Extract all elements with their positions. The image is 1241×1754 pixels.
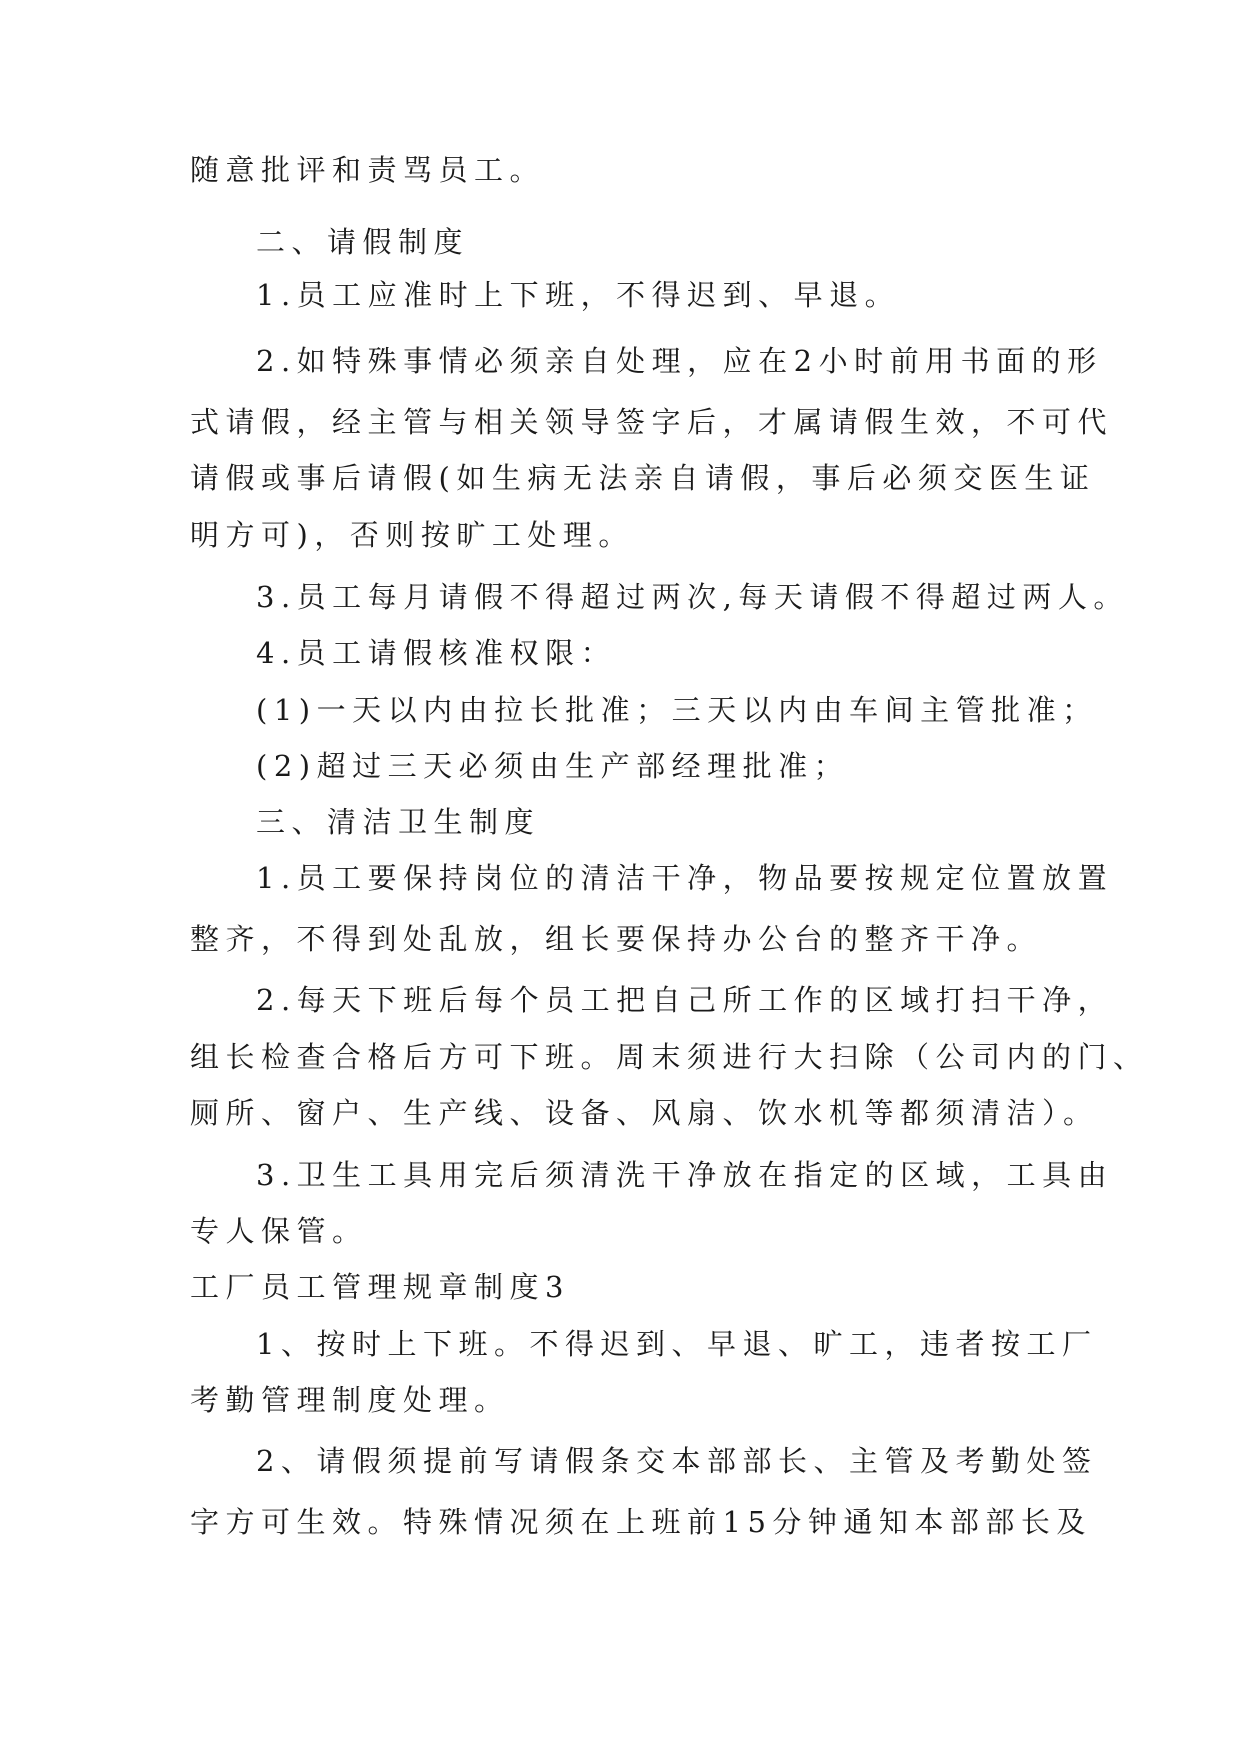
text-line: 整齐，不得到处乱放，组长要保持办公台的整齐干净。 <box>190 922 1043 956</box>
text-line: 随意批评和责骂员工。 <box>190 153 546 187</box>
text-line: 2.如特殊事情必须亲自处理，应在2小时前用书面的形 <box>256 344 1103 378</box>
text-line: 请假或事后请假(如生病无法亲自请假，事后必须交医生证 <box>190 461 1096 495</box>
text-line: 1、按时上下班。不得迟到、早退、旷工，违者按工厂 <box>256 1327 1098 1361</box>
text-line: (2)超过三天必须由生产部经理批准； <box>256 749 850 783</box>
text-line: 式请假，经主管与相关领导签字后，才属请假生效，不可代 <box>190 405 1114 439</box>
text-line: 1.员工应准时上下班，不得迟到、早退。 <box>256 278 901 312</box>
section-heading: 二、请假制度 <box>256 225 470 259</box>
text-line: 1.员工要保持岗位的清洁干净，物品要按规定位置放置 <box>256 861 1114 895</box>
text-line: 组长检查合格后方可下班。周末须进行大扫除（公司内的门、 <box>190 1040 1149 1074</box>
text-line: 3.员工每月请假不得超过两次,每天请假不得超过两人。 <box>256 580 1129 614</box>
section-heading: 三、清洁卫生制度 <box>256 805 541 839</box>
text-line: 明方可)，否则按旷工处理。 <box>190 518 634 552</box>
document-title: 工厂员工管理规章制度3 <box>190 1270 570 1304</box>
text-line: 考勤管理制度处理。 <box>190 1383 510 1417</box>
text-line: (1)一天以内由拉长批准；三天以内由车间主管批准； <box>256 693 1098 727</box>
text-line: 4.员工请假核准权限： <box>256 636 617 670</box>
text-line: 字方可生效。特殊情况须在上班前15分钟通知本部部长及 <box>190 1505 1092 1539</box>
text-line: 2.每天下班后每个员工把自己所工作的区域打扫干净， <box>256 983 1114 1017</box>
text-line: 3.卫生工具用完后须清洗干净放在指定的区域，工具由 <box>256 1158 1114 1192</box>
text-line: 专人保管。 <box>190 1214 368 1248</box>
text-line: 厕所、窗户、生产线、设备、风扇、饮水机等都须清洁）。 <box>190 1096 1099 1130</box>
text-line: 2、请假须提前写请假条交本部部长、主管及考勤处签 <box>256 1444 1098 1478</box>
